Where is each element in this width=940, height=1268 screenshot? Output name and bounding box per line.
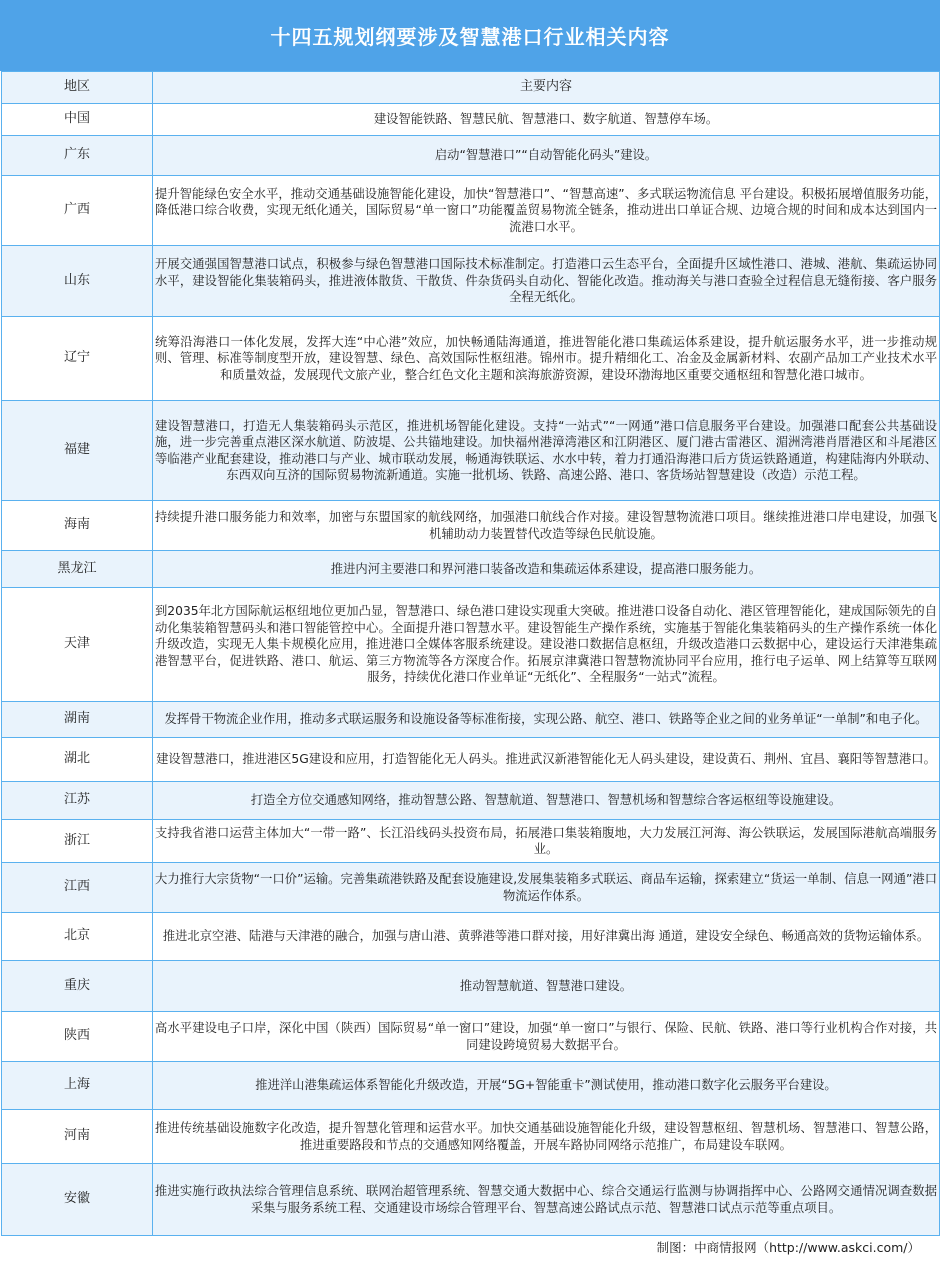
row-region: 江苏 (2, 782, 153, 820)
row-content: 建设智慧港口，推进港区5G建设和应用，打造智能化无人码头。推进武汉新港智能化无人码头建设，建设黄石、荆州、宜昌、襄阳等智慧港口。 (153, 738, 940, 782)
row-region: 浙江 (2, 820, 153, 863)
table-row (2, 401, 940, 501)
row-content: 开展交通强国智慧港口试点，积极参与绿色智慧港口国际技术标准制定。打造港口云生态平台，全面提升区域性港口、港城、港航、集疏运协同水平，建设智能化集装箱码头，推进液体散货、干散货、件杂货码头自动化、智能化改造。推动海关与港口查验全过程信息无缝衔接、客户服务全程无纸化。 (153, 246, 940, 317)
row-region: 安徽 (2, 1164, 153, 1236)
row-content: 发挥骨干物流企业作用，推动多式联运服务和设施设备等标准衔接，实现公路、航空、港口、铁路等企业之间的业务单证“一单制”和电子化。 (153, 702, 940, 738)
header-region: 地区 (2, 72, 153, 104)
row-content: 推动智慧航道、智慧港口建设。 (153, 961, 940, 1012)
row-content: 持续提升港口服务能力和效率，加密与东盟国家的航线网络，加强港口航线合作对接。建设智慧物流港口项目。继续推进港口岸电建设，加强飞机辅助动力装置替代改造等绿色民航设施。 (153, 501, 940, 551)
row-region: 广西 (2, 176, 153, 246)
row-region: 中国 (2, 104, 153, 136)
row-content: 建设智能铁路、智慧民航、智慧港口、数字航道、智慧停车场。 (153, 104, 940, 136)
row-region: 河南 (2, 1110, 153, 1164)
row-region: 重庆 (2, 961, 153, 1012)
table-row (2, 961, 940, 1012)
row-content: 启动“智慧港口”“自动智能化码头”建设。 (153, 136, 940, 176)
row-region: 天津 (2, 588, 153, 702)
table-header-row (2, 72, 940, 104)
table-row (2, 551, 940, 588)
row-region: 福建 (2, 401, 153, 501)
table-row (2, 1012, 940, 1062)
row-content: 提升智能绿色安全水平，推动交通基础设施智能化建设，加快“智慧港口”、“智慧高速”、多式联运物流信息 平台建设。积极拓展增值服务功能，降低港口综合收费，实现无纸化通关，国际贸易“单一窗口”功能覆盖贸易物流全链条，推动进出口单证合规、边境合规的时间和成本达到国内一流港口水平。 (153, 176, 940, 246)
table-row (2, 782, 940, 820)
row-region: 北京 (2, 913, 153, 961)
table-row (2, 863, 940, 913)
row-region: 湖北 (2, 738, 153, 782)
row-region: 山东 (2, 246, 153, 317)
row-content: 推进实施行政执法综合管理信息系统、联网治超管理系统、智慧交通大数据中心、综合交通运行监测与协调指挥中心、公路网交通情况调查数据采集与服务系统工程、交通建设市场综合管理平台、智慧高速公路试点示范、智慧港口试点示范等重点项目。 (153, 1164, 940, 1236)
table-row (2, 317, 940, 401)
row-region: 广东 (2, 136, 153, 176)
row-region: 湖南 (2, 702, 153, 738)
table-row (2, 1110, 940, 1164)
row-region: 海南 (2, 501, 153, 551)
row-region: 辽宁 (2, 317, 153, 401)
content-table (1, 71, 940, 1236)
row-content: 推进洋山港集疏运体系智能化升级改造，开展“5G+智能重卡”测试使用，推动港口数字化云服务平台建设。 (153, 1062, 940, 1110)
row-region: 江西 (2, 863, 153, 913)
row-content: 推进北京空港、陆港与天津港的融合，加强与唐山港、黄骅港等港口群对接，用好津冀出海 通道，建设安全绿色、畅通高效的货物运输体系。 (153, 913, 940, 961)
row-region: 陕西 (2, 1012, 153, 1062)
row-content: 推进传统基础设施数字化改造，提升智慧化管理和运营水平。加快交通基础设施智能化升级，建设智慧枢纽、智慧机场、智慧港口、智慧公路，推进重要路段和节点的交通感知网络覆盖，开展车路协同网络示范推广，布局建设车联网。 (153, 1110, 940, 1164)
table-row (2, 104, 940, 136)
row-content: 建设智慧港口，打造无人集装箱码头示范区，推进机场智能化建设。支持“一站式”“一网通”港口信息服务平台建设。加强港口配套公共基础设施，进一步完善重点港区深水航道、防波堤、公共锚地建设。加快福州港漳湾港区和江阴港区、厦门港古雷港区、湄洲湾港肖厝港区和斗尾港区等临港产业配套建设，推动港口与产业、城市联动发展，畅通海铁联运、水水中转，着力打通沿海港口后方货运铁路通道，构建陆海内外联动、东西双向互济的国际贸易物流新通道。实施一批机场、铁路、高速公路、港口、客货场站智慧建设（改造）示范工程。 (153, 401, 940, 501)
table-row (2, 702, 940, 738)
row-content: 推进内河主要港口和界河港口装备改造和集疏运体系建设，提高港口服务能力。 (153, 551, 940, 588)
source-note: 制图：中商情报网（http://www.askci.com/） (656, 1240, 920, 1255)
row-content: 支持我省港口运营主体加大“一带一路”、长江沿线码头投资布局，拓展港口集装箱腹地，大力发展江河海、海公铁联运，发展国际港航高端服务业。 (153, 820, 940, 863)
table-row (2, 738, 940, 782)
row-content: 高水平建设电子口岸，深化中国（陕西）国际贸易“单一窗口”建设，加强“单一窗口”与银行、保险、民航、铁路、港口等行业机构合作对接，共同建设跨境贸易大数据平台。 (153, 1012, 940, 1062)
row-region: 黑龙江 (2, 551, 153, 588)
row-content: 统筹沿海港口一体化发展，发挥大连“中心港”效应，加快畅通陆海通道，推进智能化港口集疏运体系建设，提升航运服务水平，进一步推动规则、管理、标准等制度型开放，建设智慧、绿色、高效国际性枢纽港。锦州市。提升精细化工、冶金及金属新材料、农副产品加工产业技术水平和质量效益，发展现代文旅产业，整合红色文化主题和滨海旅游资源，建设环渤海地区重要交通枢纽和智慧化港口城市。 (153, 317, 940, 401)
row-content: 大力推行大宗货物“一口价”运输。完善集疏港铁路及配套设施建设,发展集装箱多式联运、商品车运输，探索建立“货运一单制、信息一网通”港口物流运作体系。 (153, 863, 940, 913)
header-content: 主要内容 (153, 72, 940, 104)
table-row (2, 588, 940, 702)
row-content: 到2035年北方国际航运枢纽地位更加凸显，智慧港口、绿色港口建设实现重大突破。推进港口设备自动化、港区管理智能化，建成国际领先的自动化集装箱智慧码头和港口智能管控中心。全面提升港口智慧水平。建设智能生产操作系统，实施基于智能化集装箱码头的生产操作系统一体化升级改造，实现无人集卡规模化应用，推进港口全媒体客服系统建设。建设港口数据信息枢纽，升级改造港口云数据中心，建设运行天津港集疏港智慧平台，促进铁路、港口、航运、第三方物流等各方深度合作。拓展京津冀港口智慧物流协同平台应用，推行电子运单、网上结算等互联网服务，持续优化港口作业单证“无纸化”、全程服务“一站式”流程。 (153, 588, 940, 702)
table-row (2, 913, 940, 961)
table-row (2, 1164, 940, 1236)
table-row (2, 246, 940, 317)
table-row (2, 820, 940, 863)
table-row (2, 176, 940, 246)
table-row (2, 136, 940, 176)
page-title: 十四五规划纲要涉及智慧港口行业相关内容 (0, 0, 940, 71)
table-row (2, 1062, 940, 1110)
row-content: 打造全方位交通感知网络，推动智慧公路、智慧航道、智慧港口、智慧机场和智慧综合客运枢纽等设施建设。 (153, 782, 940, 820)
row-region: 上海 (2, 1062, 153, 1110)
table-row (2, 501, 940, 551)
